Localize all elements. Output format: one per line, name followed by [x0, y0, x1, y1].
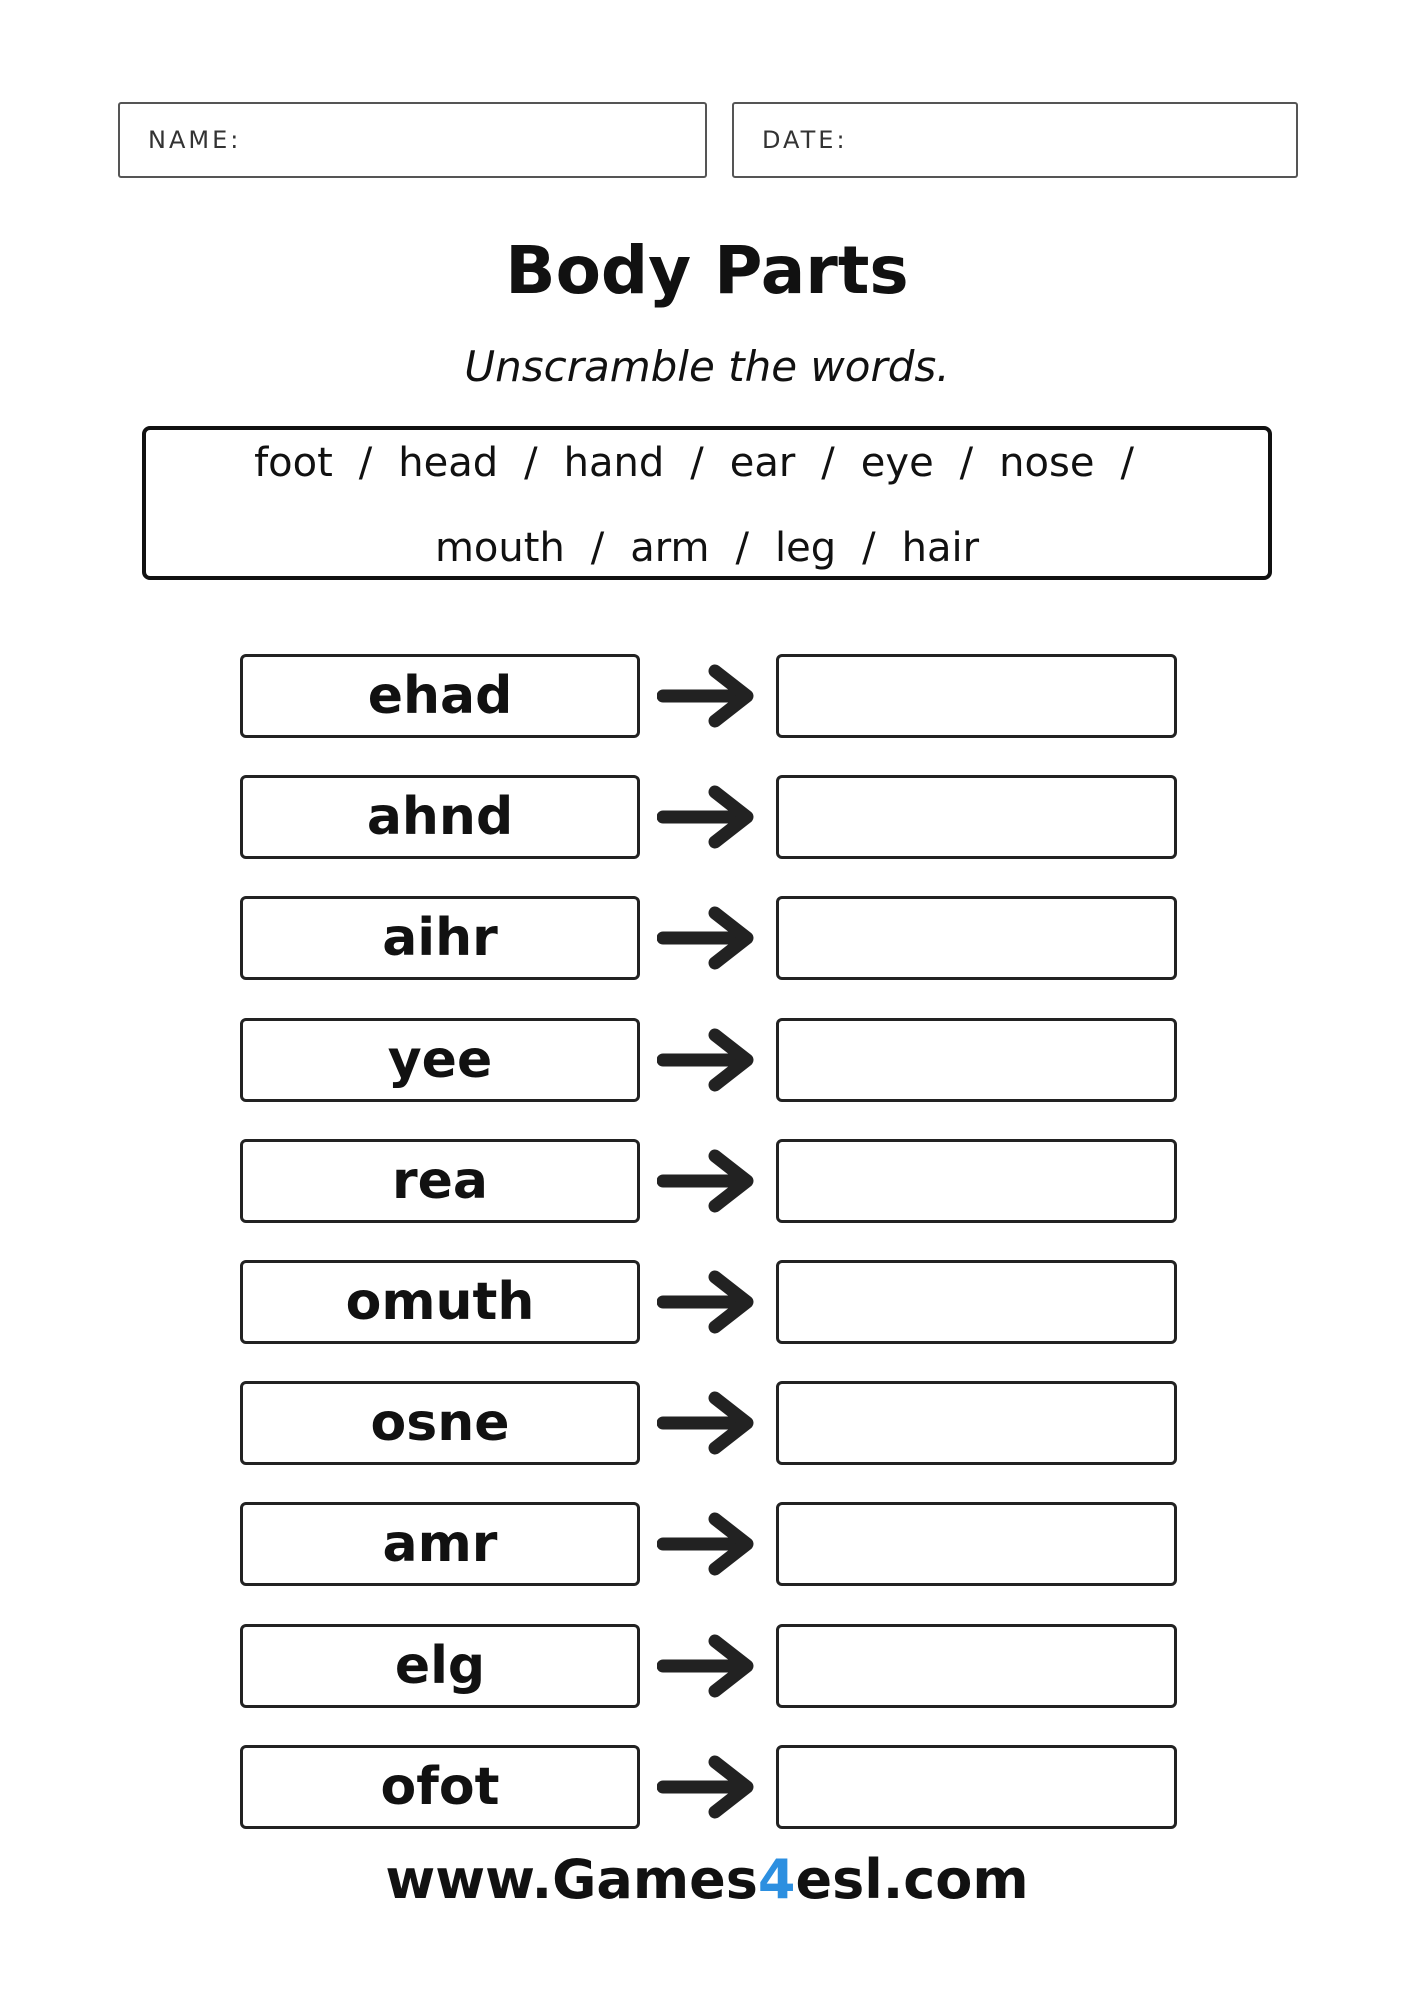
answer-input-box[interactable]: [776, 775, 1177, 859]
answer-input-box[interactable]: [776, 1381, 1177, 1465]
word-bank-line-2: [146, 525, 1268, 571]
arrow-right-icon: [657, 784, 759, 850]
scrambled-word: aihr: [382, 908, 498, 968]
scrambled-word-box: [240, 775, 640, 859]
name-field[interactable]: [118, 102, 707, 178]
word-bank-word: head: [398, 440, 499, 486]
word-bank-word: ear: [729, 440, 796, 486]
word-bank-word: arm: [630, 525, 710, 571]
arrow-right-icon: [657, 1027, 759, 1093]
exercise-row: [0, 1260, 1414, 1344]
word-separator: /: [959, 440, 974, 486]
name-label: NAME:: [148, 126, 242, 154]
word-separator: /: [862, 525, 876, 571]
word-bank-line-1: [146, 440, 1268, 486]
date-label: DATE:: [762, 126, 848, 154]
scrambled-word-box: [240, 1018, 640, 1102]
word-separator: /: [1120, 440, 1134, 486]
exercise-row: [0, 1018, 1414, 1102]
word-bank-word: foot: [254, 440, 333, 486]
arrow-right-icon: [657, 1754, 759, 1820]
arrow-right-icon: [657, 663, 759, 729]
word-separator: /: [690, 440, 704, 486]
exercise-row: [0, 654, 1414, 738]
exercise-row: [0, 1139, 1414, 1223]
scrambled-word: elg: [394, 1636, 486, 1696]
word-bank-word: mouth: [434, 525, 565, 571]
scrambled-word: osne: [370, 1393, 510, 1453]
footer-suffix: esl.com: [795, 1848, 1029, 1911]
word-bank-word: nose: [999, 440, 1095, 486]
scrambled-word: omuth: [345, 1272, 535, 1332]
exercise-row: [0, 1381, 1414, 1465]
scrambled-word: ehad: [367, 666, 513, 726]
exercise-row: [0, 896, 1414, 980]
word-bank-word: hair: [901, 525, 980, 571]
word-separator: /: [524, 440, 538, 486]
answer-input-box[interactable]: [776, 1745, 1177, 1829]
answer-input-box[interactable]: [776, 1260, 1177, 1344]
date-field[interactable]: [732, 102, 1298, 178]
footer-website: [0, 1848, 1414, 1911]
scrambled-word-box: [240, 1260, 640, 1344]
answer-input-box[interactable]: [776, 654, 1177, 738]
footer-accent: 4: [757, 1848, 796, 1911]
arrow-right-icon: [657, 1633, 759, 1699]
scrambled-word-box: [240, 1624, 640, 1708]
arrow-right-icon: [657, 1390, 759, 1456]
answer-input-box[interactable]: [776, 1139, 1177, 1223]
word-bank-word: leg: [774, 525, 837, 571]
scrambled-word-box: [240, 654, 640, 738]
answer-input-box[interactable]: [776, 1018, 1177, 1102]
word-bank: [142, 426, 1272, 580]
scrambled-word-box: [240, 1502, 640, 1586]
footer-prefix: www.Games: [385, 1848, 758, 1911]
exercise-row: [0, 1624, 1414, 1708]
word-separator: /: [358, 440, 373, 486]
word-separator: /: [821, 440, 835, 486]
answer-input-box[interactable]: [776, 1502, 1177, 1586]
arrow-right-icon: [657, 905, 759, 971]
page-title: Body Parts: [505, 232, 909, 309]
arrow-right-icon: [657, 1511, 759, 1577]
scrambled-word: amr: [382, 1514, 498, 1574]
arrow-right-icon: [657, 1148, 759, 1214]
answer-input-box[interactable]: [776, 1624, 1177, 1708]
scrambled-word: rea: [391, 1151, 488, 1211]
word-bank-word: hand: [563, 440, 665, 486]
exercise-row: [0, 1502, 1414, 1586]
scrambled-word-box: [240, 896, 640, 980]
scrambled-word-box: [240, 1381, 640, 1465]
scrambled-word: ofot: [380, 1757, 500, 1817]
scrambled-word-box: [240, 1139, 640, 1223]
word-separator: /: [735, 525, 749, 571]
scrambled-word: yee: [387, 1030, 493, 1090]
instruction-text: Unscramble the words.: [464, 342, 950, 391]
scrambled-word: ahnd: [366, 787, 514, 847]
answer-input-box[interactable]: [776, 896, 1177, 980]
arrow-right-icon: [657, 1269, 759, 1335]
word-separator: /: [590, 525, 605, 571]
exercise-row: [0, 775, 1414, 859]
exercise-row: [0, 1745, 1414, 1829]
scrambled-word-box: [240, 1745, 640, 1829]
word-bank-word: eye: [860, 440, 934, 486]
